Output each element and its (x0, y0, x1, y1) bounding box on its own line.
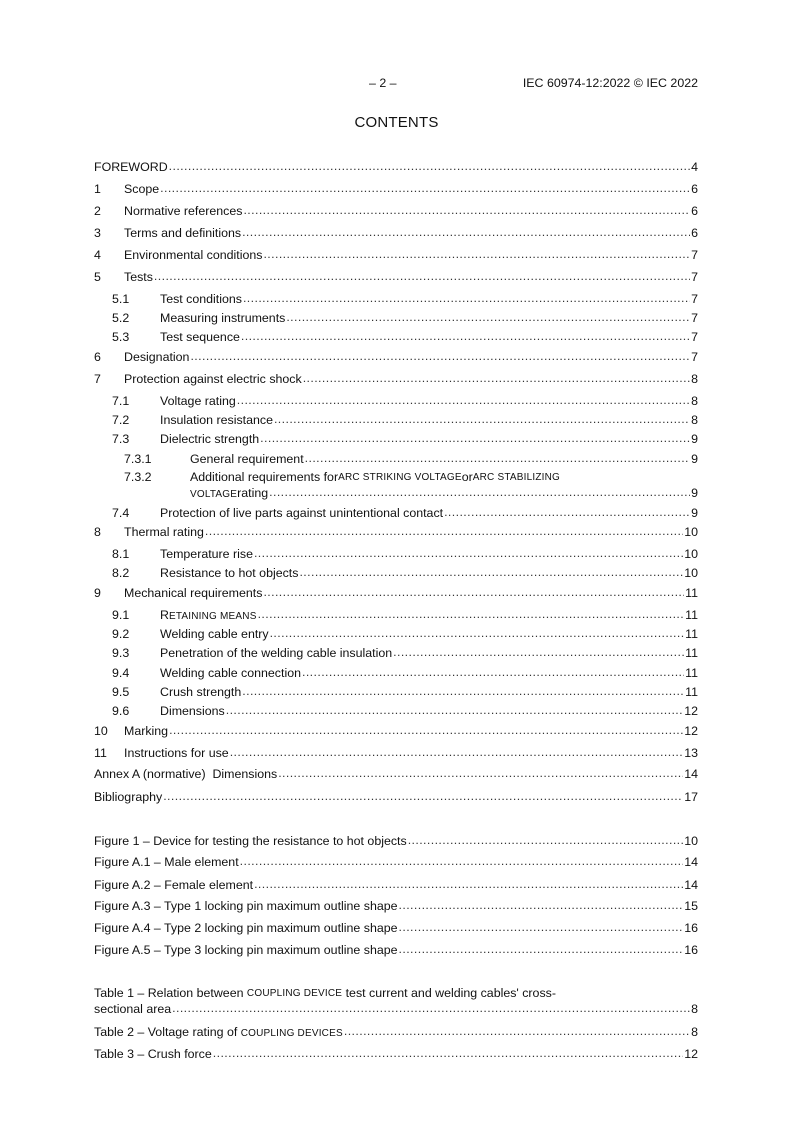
toc-number: 6 (94, 350, 101, 364)
toc-number: 9.6 (112, 704, 130, 718)
toc-entry[interactable] (94, 505, 698, 521)
toc-page: 9 (691, 486, 698, 500)
table-entry[interactable] (94, 1024, 698, 1041)
toc-label: Welding cable connection (160, 666, 301, 680)
page-number: – 2 – (369, 76, 397, 90)
toc-page: 17 (684, 790, 698, 804)
toc-entry[interactable] (94, 371, 698, 387)
toc-label: Voltage rating (160, 394, 236, 408)
table-label-smallcaps: COUPLING DEVICE (246, 988, 343, 999)
toc-page: 4 (691, 160, 698, 174)
figure-entry[interactable] (94, 942, 698, 958)
toc-entry[interactable] (94, 329, 698, 345)
toc-page: 8 (691, 413, 698, 427)
toc-page: 7 (691, 330, 698, 344)
toc-entry[interactable] (94, 451, 698, 467)
toc-page: 12 (684, 724, 698, 738)
toc-page: 11 (685, 627, 698, 641)
toc-number: 11 (94, 746, 107, 760)
toc-label: Instructions for use (124, 746, 229, 760)
toc-label: Protection of live parts against unintentional contact (160, 506, 444, 520)
toc-entry[interactable] (94, 745, 698, 761)
toc-entry[interactable] (94, 159, 698, 175)
toc-label: FOREWORD (94, 160, 168, 174)
toc-page: 8 (691, 394, 698, 408)
figure-label: Figure A.2 – Female element (94, 878, 254, 892)
toc-label: Resistance to hot objects (160, 566, 299, 580)
toc-label: Dielectric strength (160, 432, 260, 446)
toc-entry[interactable] (94, 565, 698, 581)
toc-number: 7.3.1 (124, 452, 152, 466)
toc-number: 7.3 (112, 432, 130, 446)
toc-label: Insulation resistance (160, 413, 273, 427)
figure-page: 16 (684, 921, 698, 935)
figure-label: Figure A.5 – Type 3 locking pin maximum outline shape (94, 943, 398, 957)
toc-number: 2 (94, 204, 101, 218)
toc-number: 3 (94, 226, 101, 240)
toc-entry[interactable] (94, 431, 698, 447)
toc-page: 9 (691, 506, 698, 520)
toc-entry[interactable] (94, 723, 698, 739)
toc-entry[interactable] (94, 703, 698, 719)
figure-page: 14 (684, 855, 698, 869)
toc-page: 6 (691, 182, 698, 196)
toc-page: 9 (691, 452, 698, 466)
toc-label: Temperature rise (160, 547, 253, 561)
toc-page: 12 (684, 704, 698, 718)
toc-page: 7 (691, 350, 698, 364)
toc-number: 8.2 (112, 566, 130, 580)
toc-page: 6 (691, 204, 698, 218)
toc-label: Terms and definitions (124, 226, 242, 240)
figure-page: 10 (684, 834, 698, 848)
toc-page: 11 (685, 666, 698, 680)
figure-entry[interactable] (94, 833, 698, 849)
toc-page: 7 (691, 311, 698, 325)
toc-entry[interactable] (94, 684, 698, 700)
toc-number: 5.2 (112, 311, 130, 325)
toc-label: Normative references (124, 204, 243, 218)
toc-label: Crush strength (160, 685, 242, 699)
figure-page: 14 (684, 878, 698, 892)
toc-entry[interactable] (94, 181, 698, 197)
toc-label: Welding cable entry (160, 627, 269, 641)
toc-label: Annex A (normative) Dimensions (94, 767, 278, 781)
toc-label: General requirement (190, 452, 304, 466)
toc-entry[interactable] (94, 412, 698, 428)
toc-number: 9.4 (112, 666, 130, 680)
page-title: CONTENTS (354, 114, 439, 131)
toc-number: 8 (94, 525, 101, 539)
toc-label: Bibliography (94, 790, 163, 804)
toc-entry-bibliography[interactable] (94, 789, 698, 805)
document-id: IEC 60974-12:2022 © IEC 2022 (522, 76, 698, 90)
toc-number: 10 (94, 724, 108, 738)
toc-number: 9.1 (112, 608, 130, 622)
toc-label: Protection against electric shock (124, 372, 302, 386)
toc-page: 13 (684, 746, 698, 760)
toc-entry[interactable] (94, 645, 698, 661)
table-label-part: Table 1 – Relation between (94, 986, 247, 1000)
toc-entry[interactable] (94, 247, 698, 263)
toc-label: Scope (124, 182, 160, 196)
toc-entry[interactable] (94, 393, 698, 409)
toc-number: 5.1 (112, 292, 130, 306)
toc-label-smallcaps: ARC STABILIZING (472, 472, 561, 483)
toc-page: 10 (684, 547, 698, 561)
table-label-part: Table 2 – Voltage rating of (94, 1025, 241, 1039)
toc-label-smallcaps: ARC STRIKING VOLTAGE (338, 472, 462, 483)
toc-label: Test sequence (160, 330, 240, 344)
toc-label: RETAINING MEANS (160, 608, 257, 622)
toc-page: 11 (685, 586, 698, 600)
figure-page: 15 (684, 899, 698, 913)
toc-page: 14 (684, 767, 698, 781)
table-label-part: test current and welding cables' cross- (342, 986, 556, 1000)
toc-page: 7 (691, 270, 698, 284)
table-label: Table 3 – Crush force (94, 1047, 212, 1061)
table-page: 8 (691, 1002, 698, 1016)
page-header (0, 76, 793, 92)
figure-entry[interactable] (94, 877, 698, 893)
toc-number: 5 (94, 270, 101, 284)
table-entry[interactable] (94, 1046, 698, 1062)
toc-number: 7.1 (112, 394, 130, 408)
figure-entry[interactable] (94, 920, 698, 936)
toc-entry[interactable] (94, 225, 698, 241)
table-page: 8 (691, 1025, 698, 1039)
toc-page: 11 (685, 646, 698, 660)
figure-entry[interactable] (94, 898, 698, 914)
figure-label: Figure A.4 – Type 2 locking pin maximum outline shape (94, 921, 398, 935)
toc-number: 1 (94, 182, 101, 196)
toc-page: 9 (691, 432, 698, 446)
toc-label-part: or (461, 470, 473, 484)
toc-number: 7.3.2 (124, 470, 152, 484)
toc-label: Test conditions (160, 292, 242, 306)
toc-page: 11 (685, 685, 698, 699)
toc-number: 9.3 (112, 646, 130, 660)
table-page: 12 (684, 1047, 698, 1061)
figure-label: Figure A.1 – Male element (94, 855, 239, 869)
toc-label: Dimensions (160, 704, 225, 718)
toc-number: 9.2 (112, 627, 130, 641)
toc-entry[interactable] (94, 310, 698, 326)
toc-label: Marking (124, 724, 169, 738)
table-entry[interactable] (94, 986, 698, 1017)
toc-label-smallcaps: VOLTAGE (190, 489, 238, 500)
toc-entry[interactable] (94, 349, 698, 365)
toc-number: 9.5 (112, 685, 130, 699)
toc-page: 6 (691, 226, 698, 240)
figure-page: 16 (684, 943, 698, 957)
toc-number: 5.3 (112, 330, 130, 344)
toc-number: 4 (94, 248, 101, 262)
figure-entry[interactable] (94, 854, 698, 870)
toc-entry[interactable] (94, 585, 698, 601)
toc-page: 10 (684, 566, 698, 580)
toc-label: Environmental conditions (124, 248, 263, 262)
toc-entry-annex[interactable] (94, 766, 698, 782)
toc-entry[interactable] (94, 665, 698, 681)
table-label-smallcaps: COUPLING DEVICES (240, 1028, 343, 1039)
toc-page: 10 (684, 525, 698, 539)
toc-label: Tests (124, 270, 153, 284)
toc-entry[interactable] (94, 546, 698, 562)
toc-number: 7.4 (112, 506, 130, 520)
toc-entry[interactable] (94, 470, 698, 502)
toc-entry[interactable] (94, 291, 698, 307)
toc-entry[interactable] (94, 524, 698, 540)
figure-label: Figure A.3 – Type 1 locking pin maximum outline shape (94, 899, 398, 913)
toc-label: Measuring instruments (160, 311, 286, 325)
toc-number: 8.1 (112, 547, 130, 561)
toc-entry[interactable] (94, 626, 698, 642)
toc-entry[interactable] (94, 269, 698, 285)
toc-label: Thermal rating (124, 525, 204, 539)
toc-page: 11 (685, 608, 698, 622)
toc-label-part: Additional requirements for (190, 470, 339, 484)
toc-number: 7 (94, 372, 101, 386)
toc-entry[interactable] (94, 203, 698, 219)
figure-label: Figure 1 – Device for testing the resistance to hot objects (94, 834, 407, 848)
toc-entry[interactable] (94, 607, 698, 624)
table-label-part: sectional area (94, 1002, 172, 1016)
toc-label: Designation (124, 350, 190, 364)
toc-number: 9 (94, 586, 101, 600)
toc-label: Penetration of the welding cable insulation (160, 646, 393, 660)
toc-number: 7.2 (112, 413, 130, 427)
toc-page: 8 (691, 372, 698, 386)
toc-label: Mechanical requirements (124, 586, 263, 600)
toc-label-part: rating (237, 486, 269, 500)
toc-page: 7 (691, 292, 698, 306)
toc-page: 7 (691, 248, 698, 262)
